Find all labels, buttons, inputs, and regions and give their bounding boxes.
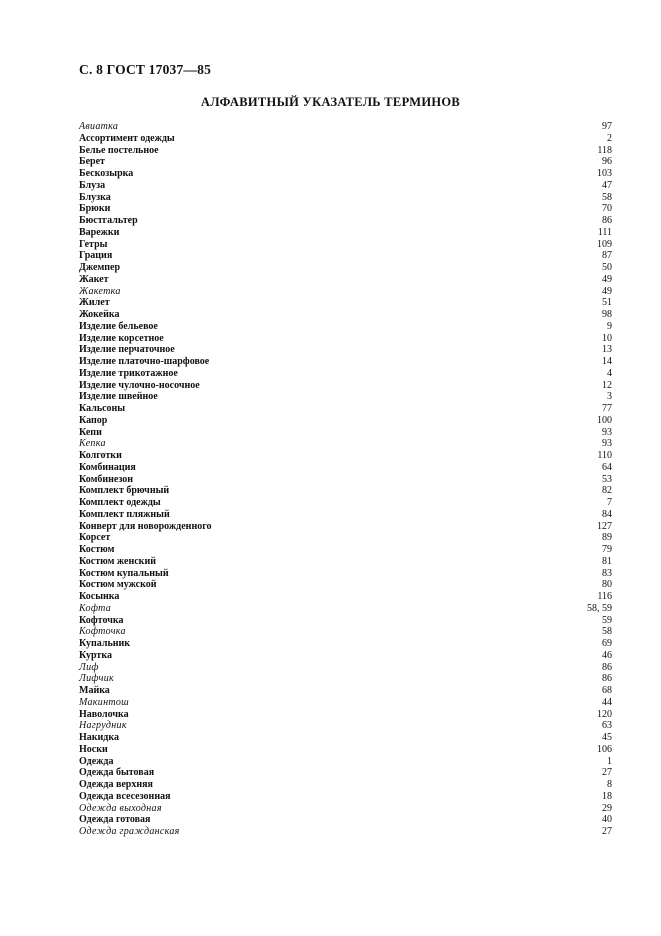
index-term: Наволочка [79,708,129,720]
index-entry [79,192,612,204]
index-term: Изделие бельевое [79,320,158,332]
index-term: Комплект пляжный [79,508,170,520]
index-entry [79,697,612,709]
index-term: Берет [79,156,105,168]
index-entry [79,814,612,826]
index-entry [79,509,612,521]
index-term: Лифчик [79,673,114,685]
index-term: Одежда выходная [79,802,162,814]
index-number: 111 [597,226,612,238]
index-term: Одежда бытовая [79,767,155,779]
index-term: Конверт для новорожденного [79,520,212,532]
index-term: Кепи [79,426,102,438]
index-number: 84 [602,508,612,520]
index-number: 96 [602,156,612,168]
index-number: 64 [602,461,612,473]
index-entry [79,286,612,298]
index-entry [79,215,612,227]
index-number: 83 [602,567,612,579]
index-entry [79,732,612,744]
term-index-list [79,121,612,838]
index-entry [79,497,612,509]
index-term: Макинтош [79,696,129,708]
index-term: Ассортимент одежды [79,132,175,144]
index-entry [79,156,612,168]
index-term: Жакет [79,273,109,285]
index-entry [79,297,612,309]
index-term: Комбинация [79,461,136,473]
index-number: 110 [597,450,612,461]
index-entry [79,391,612,403]
index-number: 97 [602,121,612,132]
index-term: Накидка [79,732,119,743]
index-term: Комплект брючный [79,485,170,497]
index-entry [79,521,612,533]
index-number: 70 [602,203,612,215]
index-number: 63 [602,720,612,732]
index-number: 79 [602,544,612,555]
index-number: 7 [607,497,612,508]
index-number: 27 [602,767,612,779]
index-entry [79,321,612,333]
index-number: 18 [602,790,612,802]
index-number: 46 [602,649,612,661]
index-entry [79,438,612,450]
index-term: Корсет [79,532,111,544]
index-number: 82 [602,485,612,497]
index-number: 81 [602,555,612,567]
index-term: Нагрудник [79,720,127,732]
index-number: 49 [602,273,612,285]
index-number: 93 [602,438,612,450]
index-entry [79,556,612,568]
index-term: Изделие швейное [79,391,158,403]
index-entry [79,756,612,768]
index-number: 3 [607,391,612,403]
index-term: Джемпер [79,262,121,273]
index-number: 53 [602,473,612,485]
index-entry [79,791,612,803]
index-term: Белье постельное [79,144,159,156]
index-entry [79,133,612,145]
index-number: 45 [602,732,612,743]
index-number: 12 [602,379,612,391]
index-term: Кепка [79,438,106,450]
index-number: 44 [602,696,612,708]
index-entry [79,168,612,180]
index-number: 98 [602,309,612,320]
index-term: Жакетка [79,285,121,297]
index-number: 1 [607,755,612,767]
index-entry [79,380,612,392]
index-number: 93 [602,426,612,438]
index-number: 13 [602,344,612,356]
page-header: С. 8 ГОСТ 17037—85 [79,62,212,77]
index-number: 14 [602,356,612,367]
index-entry [79,368,612,380]
index-entry [79,626,612,638]
index-entry [79,720,612,732]
index-number: 9 [607,320,612,332]
index-term: Брюки [79,203,111,215]
index-number: 77 [602,403,612,414]
index-entry [79,227,612,239]
page-title: АЛФАВИТНЫЙ УКАЗАТЕЛЬ ТЕРМИНОВ [200,95,461,109]
index-entry [79,203,612,215]
index-term: Изделие корсетное [79,332,164,344]
index-term: Одежда всесезонная [79,790,171,802]
index-number: 58 [602,191,612,203]
index-entry [79,532,612,544]
index-entry [79,579,612,591]
index-term: Майка [79,685,110,696]
index-number: 10 [602,332,612,344]
index-number: 106 [597,743,612,755]
index-entry [79,145,612,157]
index-term: Жокейка [79,309,120,320]
index-term: Одежда верхняя [79,779,153,790]
index-number: 2 [607,132,612,144]
index-entry [79,356,612,368]
index-term: Комплект одежды [79,497,161,508]
index-entry [79,803,612,815]
index-number: 127 [597,520,612,532]
index-entry [79,309,612,321]
index-number: 69 [602,638,612,649]
index-term: Костюм [79,544,115,555]
index-number: 27 [602,826,612,837]
index-number: 86 [602,661,612,673]
index-term: Блузка [79,191,111,203]
index-number: 51 [602,297,612,309]
index-number: 58 [602,626,612,638]
index-term: Купальник [79,638,131,649]
index-term: Костюм женский [79,555,156,567]
index-number: 100 [597,414,612,426]
index-entry [79,485,612,497]
index-term: Кофта [79,602,112,614]
index-number: 47 [602,179,612,191]
index-number: 86 [602,215,612,226]
index-term: Костюм купальный [79,567,169,579]
index-term: Костюм мужской [79,579,157,591]
index-number: 120 [597,708,612,720]
index-term: Кофточка [79,626,126,638]
index-number: 59 [602,614,612,626]
index-term: Одежда гражданская [79,826,180,837]
index-entry [79,826,612,838]
index-entry [79,638,612,650]
index-entry [79,685,612,697]
index-number: 68 [602,685,612,696]
index-number: 29 [602,802,612,814]
index-entry [79,568,612,580]
index-entry [79,250,612,262]
index-entry [79,603,612,615]
index-term: Кофточка [79,614,124,626]
index-entry [79,779,612,791]
index-number: 86 [602,673,612,685]
index-number: 58, 59 [587,602,612,614]
index-entry [79,333,612,345]
index-number: 116 [597,591,612,602]
index-term: Изделие перчаточное [79,344,175,356]
index-number: 87 [602,250,612,262]
index-number: 50 [602,262,612,273]
index-term: Лиф [79,661,99,673]
index-term: Изделие трикотажное [79,367,178,379]
index-term: Одежда готовая [79,814,151,826]
index-entry [79,615,612,627]
index-term: Комбинезон [79,473,134,485]
index-entry [79,744,612,756]
index-number: 118 [597,144,612,156]
index-entry [79,403,612,415]
index-number: 40 [602,814,612,826]
index-number: 109 [597,238,612,250]
index-entry [79,673,612,685]
index-entry [79,415,612,427]
index-entry [79,239,612,251]
index-entry [79,462,612,474]
index-number: 80 [602,579,612,591]
index-term: Грация [79,250,113,262]
index-entry [79,262,612,274]
index-number: 4 [607,367,612,379]
index-term: Косынка [79,591,120,602]
index-term: Одежда [79,755,114,767]
index-term: Бюстгальтер [79,215,138,226]
index-term: Гетры [79,238,108,250]
index-number: 103 [597,168,612,179]
index-number: 89 [602,532,612,544]
index-entry [79,767,612,779]
index-entry [79,344,612,356]
index-term: Авиатка [79,121,119,132]
index-term: Носки [79,743,108,755]
index-term: Куртка [79,649,112,661]
index-entry [79,274,612,286]
index-entry [79,180,612,192]
index-term: Изделие чулочно-носочное [79,379,200,391]
index-term: Бескозырка [79,168,134,179]
index-term: Изделие платочно-шарфовое [79,356,210,367]
index-entry [79,544,612,556]
index-number: 8 [607,779,612,790]
index-entry [79,121,612,133]
index-term: Блуза [79,179,106,191]
index-entry [79,662,612,674]
index-entry [79,450,612,462]
index-entry [79,591,612,603]
index-term: Кальсоны [79,403,126,414]
index-term: Капор [79,414,108,426]
index-term: Колготки [79,450,122,461]
index-term: Варежки [79,226,120,238]
index-entry [79,427,612,439]
index-entry [79,709,612,721]
index-term: Жилет [79,297,110,309]
index-entry [79,650,612,662]
index-number: 49 [602,285,612,297]
index-entry [79,474,612,486]
